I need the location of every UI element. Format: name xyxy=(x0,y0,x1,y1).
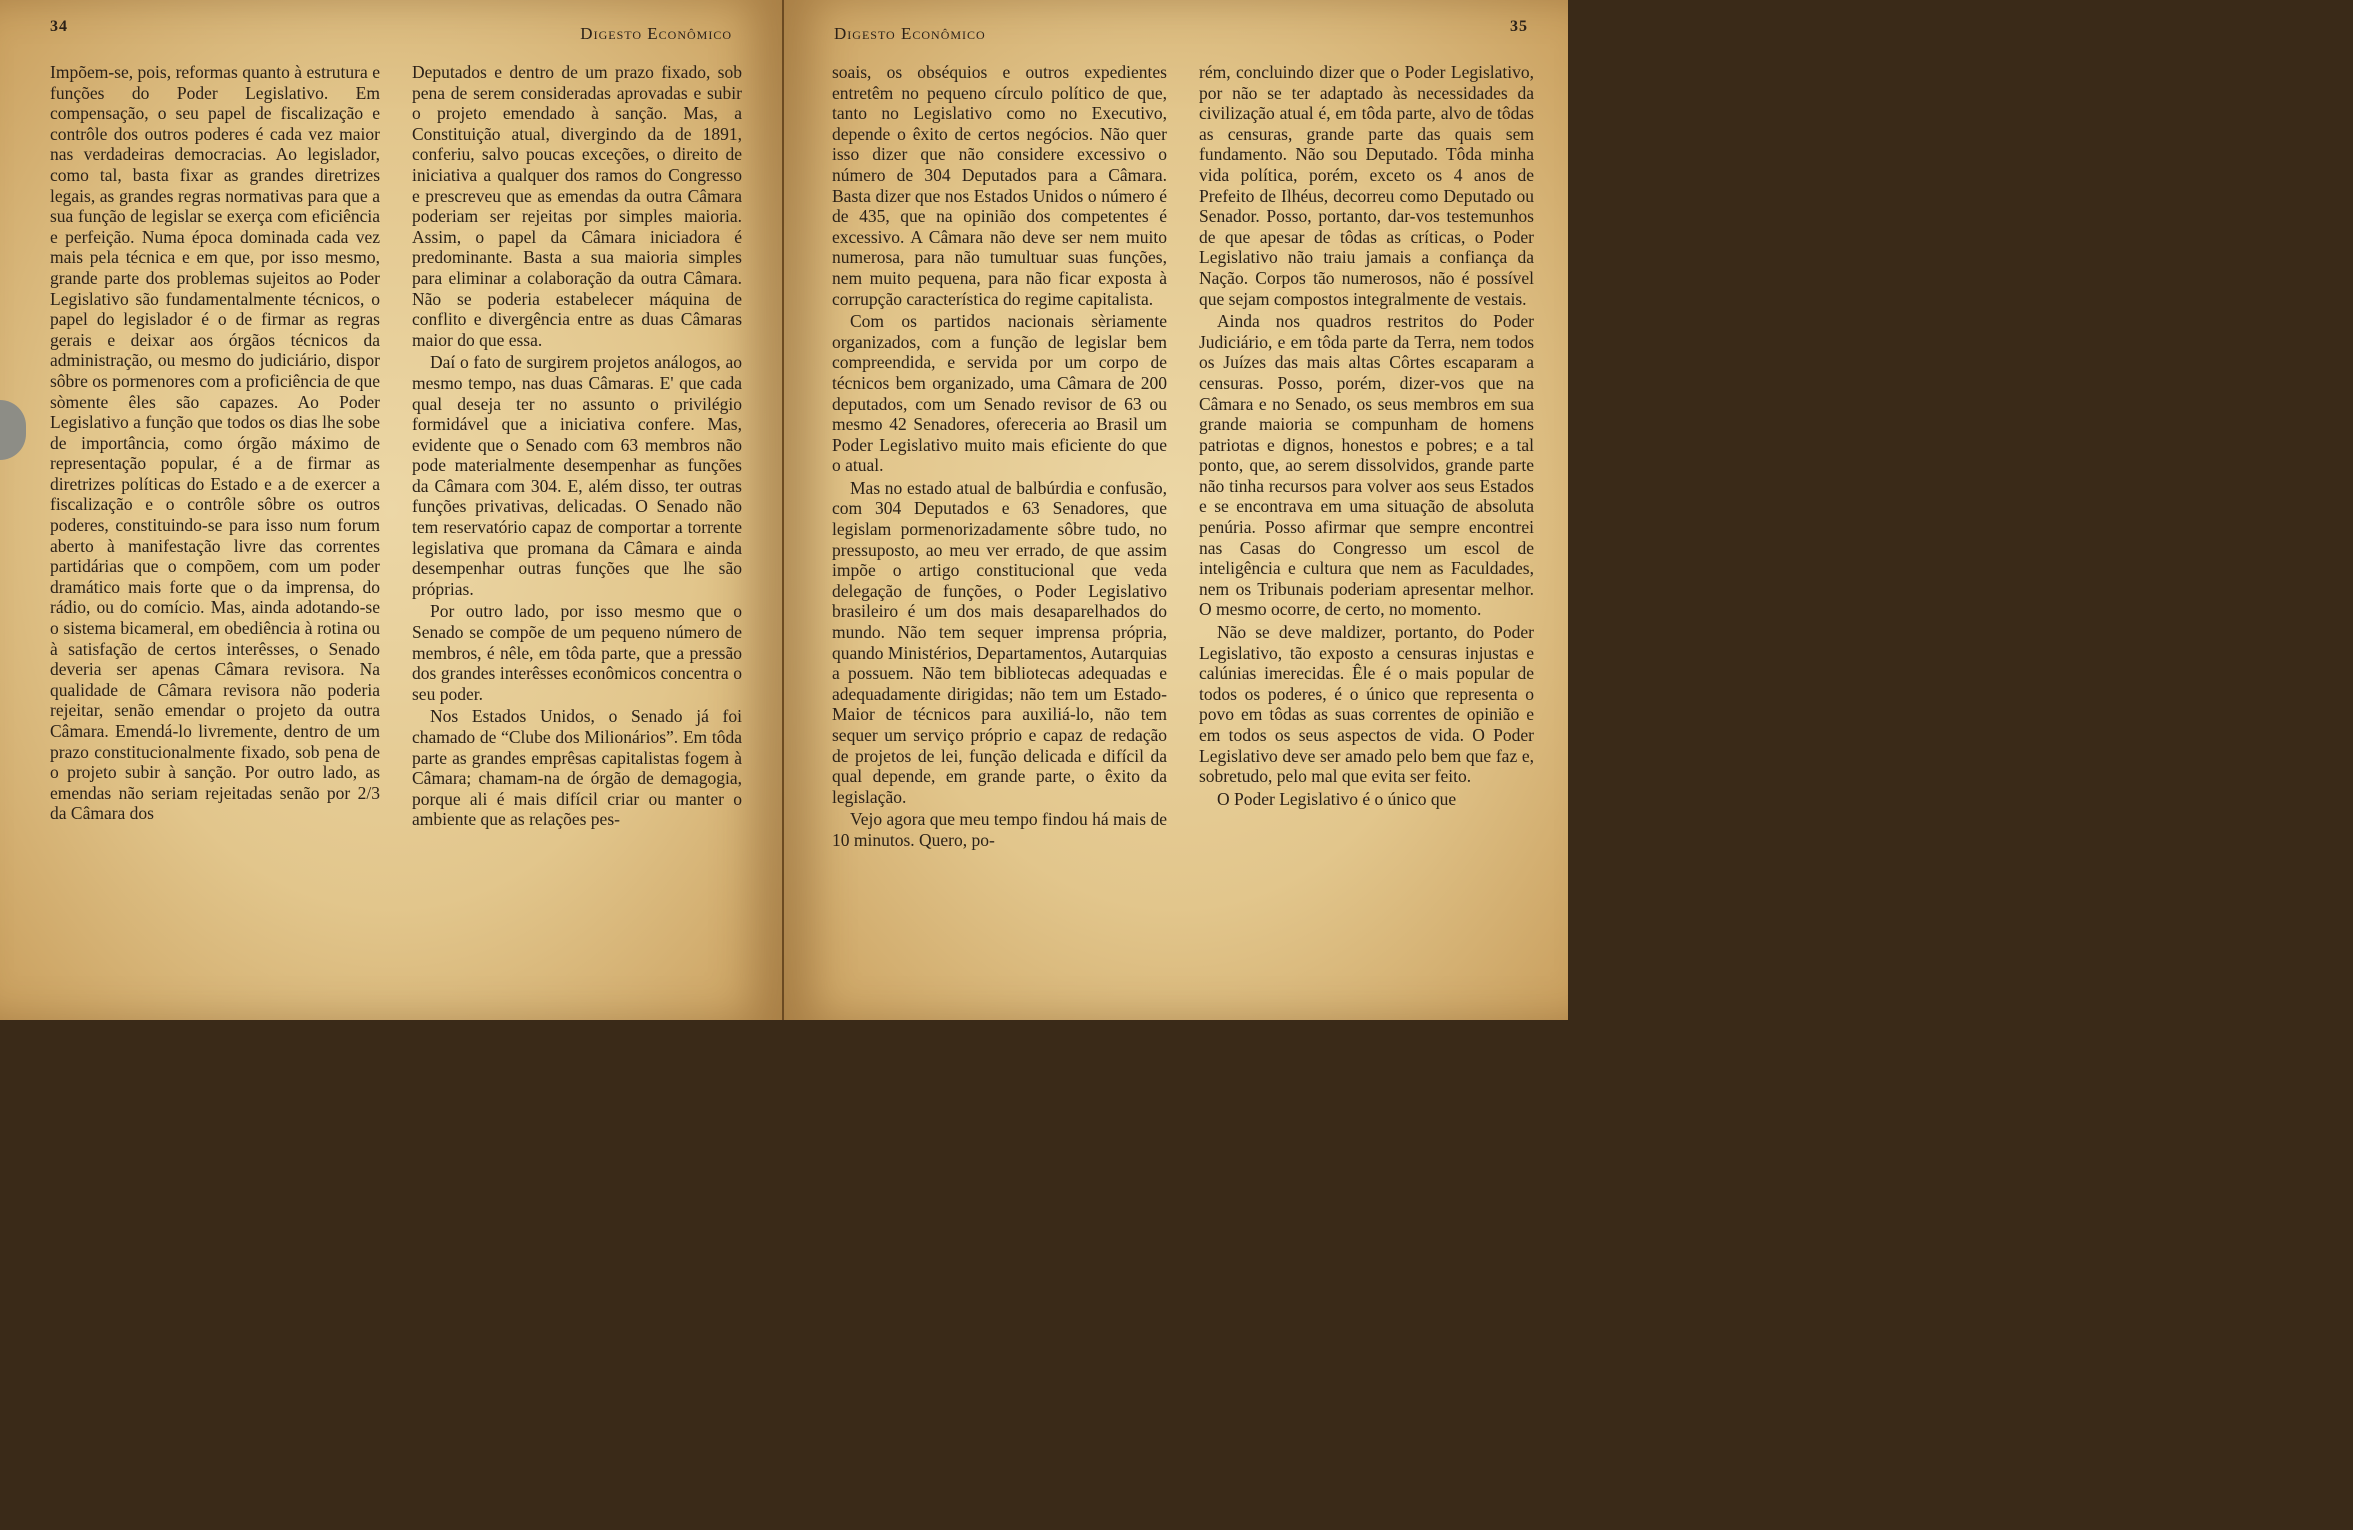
paragraph: O Poder Legislativo é o único que xyxy=(1217,788,1457,809)
page-number: 35 xyxy=(1510,18,1528,35)
paragraph: Com os partidos nacionais sèriamente organizados, com a função de legislar bem compreendida, e servida por um corpo de técnicos bem organizado, uma Câmara de 200 deputados, com um Senado revisor de 63 ou mesmo 42 Senadores, ofereceria ao Brasil um Poder Legislativo muito mais eficiente do que o atual. xyxy=(832,311,1167,476)
page-number: 34 xyxy=(50,18,68,35)
paragraph: Por outro lado, por isso mesmo que o Senado se compõe de um pequeno número de membros, é nêle, em tôda parte, que a pressão dos grandes interêsses econômicos concentra o seu poder. xyxy=(412,601,742,704)
left-column-2 xyxy=(412,62,742,964)
left-page xyxy=(0,0,784,1020)
book-spread xyxy=(0,0,1568,1020)
paragraph: Vejo agora que meu tempo findou há mais de 10 minutos. Quero, po- xyxy=(832,809,1167,850)
running-head: Digesto Econômico xyxy=(580,24,732,43)
paragraph: Ainda nos quadros restritos do Poder Judiciário, e em tôda parte da Terra, nem todos os Juízes das mais altas Côrtes escaparam a censuras. Posso, porém, dizer-vos que na Câmara e no Senado, os seus membros em sua grande maioria se compunham de homens patriotas e dignos, honestos e pobres; e a tal ponto, que, ao serem dissolvidos, grande parte não tinha recursos para volver aos seus Estados e se encontrava em uma situação de absoluta penúria. Posso afirmar que sempre encontrei nas Casas do Congresso um escol de inteligência e cultura que nem as Faculdades, nem os Tribunais poderiam apresentar melhor. O mesmo ocorre, de certo, no momento. xyxy=(1199,311,1534,620)
paragraph: Deputados e dentro de um prazo fixado, sob pena de serem consideradas aprovadas e subir o projeto emendado à sanção. Mas, a Constituição atual, divergindo da de 1891, conferiu, salvo poucas exceções, o direito de iniciativa a qualquer dos ramos do Congresso e prescreveu que as emendas da outra Câmara poderiam ser rejeitas por simples maioria. Assim, o papel da Câmara iniciadora é predominante. Basta a sua maioria simples para eliminar a colaboração da outra Câmara. Não se poderia estabelecer máquina de conflito e divergência entre as duas Câmaras maior do que essa. xyxy=(412,62,742,350)
right-column-2 xyxy=(1199,62,1534,964)
paragraph: Impõem-se, pois, reformas quanto à estrutura e funções do Poder Legislativo. Em compensação, o seu papel de fiscalização e contrôle dos outros poderes é cada vez maior nas verdadeiras democracias. Ao legislador, como tal, basta fixar as grandes diretrizes legais, as grandes regras normativas para que a sua função de legislar se exerça com eficiência e perfeição. Numa época dominada cada vez mais pela técnica e em que, por isso mesmo, grande parte dos problemas sujeitos ao Poder Legislativo são fundamentalmente técnicos, o papel do legislador é o de firmar as regras gerais e deixar aos órgãos técnicos da administração, ou mesmo do judiciário, dispor sôbre os pormenores com a proficiência de que sòmente êles são capazes. Ao Poder Legislativo a função que todos os dias lhe sobe de importância, como órgão máximo de representação popular, é a de firmar as diretrizes políticas do Estado e a de exercer a fiscalização e o contrôle sôbre os outros poderes, constituindo-se para isso num forum aberto à manifestação livre das correntes partidárias que o compõem, com um poder dramático mais forte que o da imprensa, do rádio, ou do comício. Mas, ainda adotando-se o sistema bicameral, em obediência à rotina ou à satisfação de certos interêsses, o Senado deveria ser apenas Câmara revisora. Na qualidade de Câmara revisora não poderia rejeitar, senão emendar o projeto da outra Câmara. Emendá-lo livremente, dentro de um prazo constitucionalmente fixado, sob pena de o projeto subir à sanção. Por outro lado, as emendas não seriam rejeitadas senão por 2/3 da Câmara dos xyxy=(50,62,380,824)
left-column-1 xyxy=(50,62,380,964)
right-column-1 xyxy=(832,62,1167,964)
right-page-columns xyxy=(832,62,1534,964)
paragraph: soais, os obséquios e outros expedientes entretêm no pequeno círculo político de que, tanto no Legislativo como no Executivo, depende o êxito de certos negócios. Não quer isso dizer que não considere excessivo o número de 304 Deputados para a Câmara. Basta dizer que nos Estados Unidos o número é de 435, que na opinião dos competentes é excessivo. A Câmara não deve ser nem muito numerosa, para não tumultuar suas funções, nem muito pequena, para não ficar exposta à corrupção característica do regime capitalista. xyxy=(832,62,1167,309)
paragraph: rém, concluindo dizer que o Poder Legislativo, por não se ter adaptado às necessidades da civilização atual é, em tôda parte, alvo de tôdas as censuras, grande parte das quais sem fundamento. Não sou Deputado. Tôda minha vida política, porém, exceto os 4 anos de Prefeito de Ilhéus, decorreu como Deputado ou Senador. Posso, portanto, dar-vos testemunhos de que apesar de tôdas as críticas, o Poder Legislativo não traiu jamais a confiança da Nação. Corpos tão numerosos, não é possível que sejam compostos integralmente de vestais. xyxy=(1199,62,1534,309)
paragraph: Nos Estados Unidos, o Senado já foi chamado de “Clube dos Milionários”. Em tôda parte as grandes emprêsas capitalistas fogem à Câmara; chamam-na de órgão de demagogia, porque ali é mais difícil criar ou manter o ambiente que as relações pes- xyxy=(412,706,742,830)
paragraph: Não se deve maldizer, portanto, do Poder Legislativo, tão exposto a censuras injustas e calúnias imerecidas. Êle é o mais popular de todos os poderes, é o único que representa o povo em tôdas as suas correntes de opinião e em todos os seus aspectos de vida. O Poder Legislativo deve ser amado pelo bem que faz e, sobretudo, pelo mal que evita ser feito. xyxy=(1199,622,1534,787)
paragraph: Mas no estado atual de balbúrdia e confusão, com 304 Deputados e 63 Senadores, que legislam pormenorizadamente sôbre tudo, no pressuposto, ao meu ver errado, de que assim impõe o artigo constitucional que veda delegação de funções, o Poder Legislativo brasileiro é um dos mais desaparelhados do mundo. Não tem sequer imprensa própria, quando Ministérios, Departamentos, Autarquias a possuem. Não tem bibliotecas adequadas e adequadamente dirigidas; não tem um Estado-Maior de técnicos para auxiliá-lo, não tem sequer um serviço próprio e capaz de redação de projetos de lei, função delicada e difícil da qual depende, em grande parte, o êxito da legislação. xyxy=(832,477,1167,807)
right-page xyxy=(784,0,1568,1020)
left-page-header xyxy=(50,18,742,48)
right-page-header xyxy=(834,18,1528,48)
running-head: Digesto Econômico xyxy=(834,24,986,43)
paragraph: Daí o fato de surgirem projetos análogos, ao mesmo tempo, nas duas Câmaras. E' que cada qual deseja ter no assunto o privilégio formidável que a iniciativa confere. Mas, evidente que o Senado com 63 membros não pode materialmente desempenhar as funções da Câmara com 304. E, além disso, ter outras funções privativas, delicadas. O Senado não tem reservatório capaz de comportar a torrente legislativa que promana da Câmara e ainda desempenhar outras funções que lhe são próprias. xyxy=(412,352,742,599)
page-tab xyxy=(0,400,26,460)
left-page-columns xyxy=(50,62,742,964)
